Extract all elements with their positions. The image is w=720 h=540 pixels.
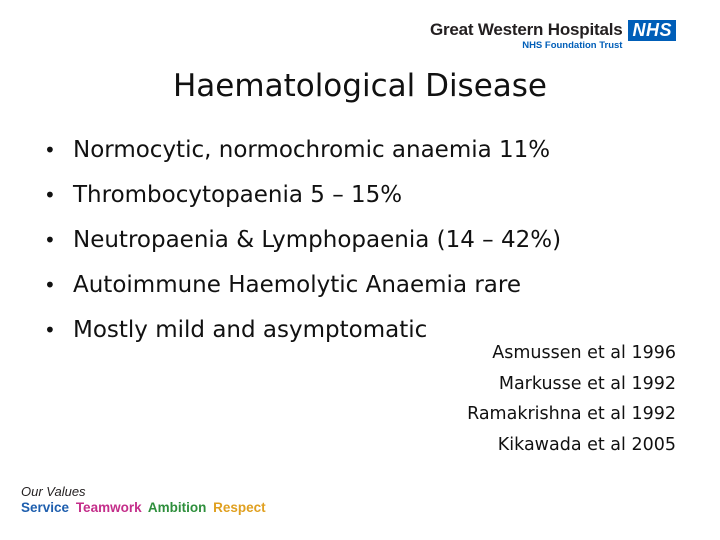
- bullet-icon: •: [44, 183, 56, 207]
- our-values: [21, 484, 269, 516]
- value-respect: Respect: [213, 500, 266, 515]
- bullet-item: [44, 263, 684, 308]
- bullet-text: Autoimmune Haemolytic Anaemia rare: [73, 272, 522, 298]
- bullet-text: Neutropaenia & Lymphopaenia (14 – 42%): [73, 227, 562, 253]
- bullet-icon: •: [44, 273, 56, 297]
- reference-line: Asmussen et al 1996: [492, 343, 676, 363]
- logo-org-name: Great Western Hospitals: [429, 20, 623, 39]
- reference-line: Ramakrishna et al 1992: [467, 404, 676, 424]
- value-teamwork: Teamwork: [75, 500, 142, 515]
- bullet-item: [44, 173, 684, 218]
- reference-line: Markusse et al 1992: [498, 373, 676, 394]
- values-row: [21, 499, 269, 516]
- slide-title: Haematological Disease: [173, 68, 547, 104]
- value-ambition: Ambition: [147, 500, 207, 515]
- bullet-icon: •: [44, 318, 56, 342]
- bullet-list: [44, 128, 684, 353]
- references: [467, 338, 676, 460]
- values-heading: Our Values: [21, 484, 86, 499]
- bullet-item: [44, 128, 684, 173]
- reference-line: Kikawada et al 2005: [497, 434, 676, 455]
- trust-logo: [430, 20, 676, 52]
- nhs-badge: NHS: [628, 20, 676, 41]
- value-service: Service: [21, 500, 70, 515]
- logo-trust-name: NHS Foundation Trust: [522, 40, 623, 51]
- bullet-text: Normocytic, normochromic anaemia 11%: [73, 137, 551, 163]
- bullet-text: Mostly mild and asymptomatic: [73, 317, 428, 343]
- bullet-icon: •: [44, 138, 56, 162]
- bullet-text: Thrombocytopaenia 5 – 15%: [73, 182, 403, 208]
- bullet-item: [44, 218, 684, 263]
- bullet-icon: •: [44, 228, 56, 252]
- logo-text: [430, 20, 623, 52]
